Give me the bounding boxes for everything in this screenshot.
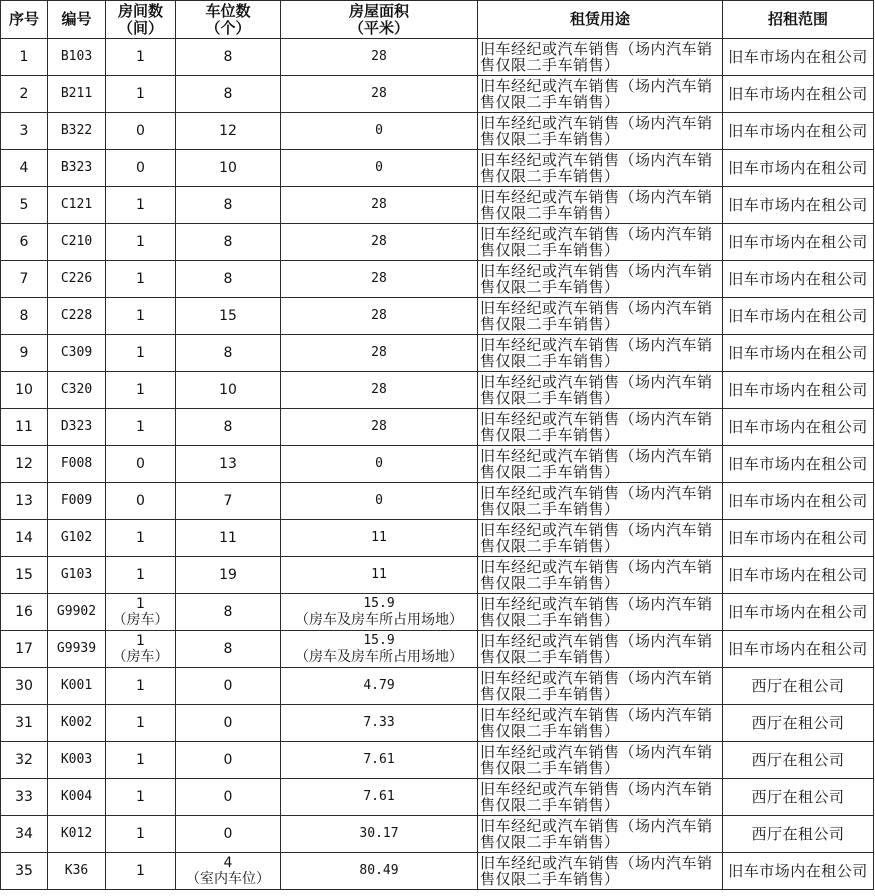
cell-code: G9939	[48, 631, 106, 668]
table-row	[1, 631, 874, 668]
table-row	[1, 113, 874, 150]
header-area-unit: （平米）	[348, 18, 409, 37]
cell-seq: 17	[1, 631, 48, 668]
cell-rooms-value: 0	[136, 493, 145, 509]
cell-usage: 旧车经纪或汽车销售（场内汽车销售仅限二手车销售）	[478, 520, 723, 557]
cell-spaces	[176, 446, 281, 483]
table-row	[1, 409, 874, 446]
cell-area-value: 0	[375, 123, 383, 138]
cell-area-value: 28	[371, 419, 387, 434]
cell-rooms-note: （房车）	[112, 612, 169, 628]
cell-usage: 旧车经纪或汽车销售（场内汽车销售仅限二手车销售）	[478, 557, 723, 594]
cell-spaces-value: 13	[219, 456, 237, 472]
cell-spaces-value: 0	[223, 678, 233, 694]
cell-rooms-value: 1	[136, 863, 145, 879]
cell-code: B322	[48, 113, 106, 150]
cell-spaces	[176, 76, 281, 113]
cell-usage: 旧车经纪或汽车销售（场内汽车销售仅限二手车销售）	[478, 705, 723, 742]
cell-code: B323	[48, 150, 106, 187]
cell-seq: 7	[1, 261, 48, 298]
cell-usage: 旧车经纪或汽车销售（场内汽车销售仅限二手车销售）	[478, 372, 723, 409]
table-row	[1, 594, 874, 631]
cell-spaces-value: 8	[223, 86, 233, 102]
cell-spaces	[176, 409, 281, 446]
cell-seq: 4	[1, 150, 48, 187]
cell-spaces-value: 8	[223, 49, 233, 65]
cell-area	[281, 409, 478, 446]
cell-rooms	[106, 76, 176, 113]
header-scope: 招租范围	[723, 1, 874, 39]
cell-spaces	[176, 39, 281, 76]
cell-scope: 旧车市场内在租公司	[723, 39, 874, 76]
cell-spaces	[176, 668, 281, 705]
cell-spaces-value: 0	[223, 715, 233, 731]
cell-area	[281, 520, 478, 557]
cell-rooms	[106, 668, 176, 705]
cell-seq: 1	[1, 39, 48, 76]
cell-seq: 30	[1, 668, 48, 705]
cell-area	[281, 372, 478, 409]
cell-rooms	[106, 742, 176, 779]
header-row	[1, 1, 874, 39]
cell-spaces-value: 11	[219, 530, 237, 546]
table-row	[1, 705, 874, 742]
cell-spaces	[176, 557, 281, 594]
cell-scope: 旧车市场内在租公司	[723, 409, 874, 446]
cell-area	[281, 779, 478, 816]
cell-seq: 12	[1, 446, 48, 483]
cell-rooms	[106, 224, 176, 261]
cell-code: G103	[48, 557, 106, 594]
cell-area-value: 28	[371, 308, 387, 323]
cell-scope: 旧车市场内在租公司	[723, 261, 874, 298]
cell-scope: 旧车市场内在租公司	[723, 150, 874, 187]
cell-area-value: 28	[371, 382, 387, 397]
header-rooms	[106, 1, 176, 39]
cell-rooms	[106, 298, 176, 335]
cell-rooms-value: 1	[136, 530, 145, 546]
cell-spaces-value: 8	[223, 234, 233, 250]
cell-usage: 旧车经纪或汽车销售（场内汽车销售仅限二手车销售）	[478, 594, 723, 631]
cell-area	[281, 76, 478, 113]
cell-area	[281, 150, 478, 187]
cell-rooms-value: 1	[136, 345, 145, 361]
cell-scope: 旧车市场内在租公司	[723, 557, 874, 594]
cell-seq: 5	[1, 187, 48, 224]
cell-area	[281, 39, 478, 76]
cell-code: C121	[48, 187, 106, 224]
cell-rooms	[106, 594, 176, 631]
cell-spaces	[176, 224, 281, 261]
cell-spaces	[176, 372, 281, 409]
cell-spaces	[176, 187, 281, 224]
cell-area	[281, 298, 478, 335]
cell-code: G102	[48, 520, 106, 557]
cell-spaces	[176, 631, 281, 668]
cell-spaces	[176, 594, 281, 631]
table-row	[1, 816, 874, 853]
cell-rooms	[106, 39, 176, 76]
cell-scope: 旧车市场内在租公司	[723, 446, 874, 483]
cell-scope: 旧车市场内在租公司	[723, 372, 874, 409]
cell-spaces-value: 15	[219, 308, 237, 324]
cell-code: C210	[48, 224, 106, 261]
cell-rooms	[106, 816, 176, 853]
cell-seq: 6	[1, 224, 48, 261]
table-body	[1, 39, 874, 890]
table-row	[1, 39, 874, 76]
table-row	[1, 261, 874, 298]
header-spaces	[176, 1, 281, 39]
cell-area-value: 28	[371, 345, 387, 360]
cell-rooms-value: 1	[136, 234, 145, 250]
cell-area-value: 11	[371, 530, 387, 545]
cell-spaces-value: 10	[219, 382, 237, 398]
cell-area-value: 7.33	[363, 715, 395, 730]
cell-seq: 9	[1, 335, 48, 372]
table-row	[1, 483, 874, 520]
cell-spaces-value: 8	[223, 271, 233, 287]
cell-rooms	[106, 557, 176, 594]
cell-scope: 旧车市场内在租公司	[723, 483, 874, 520]
cell-scope: 旧车市场内在租公司	[723, 631, 874, 668]
cell-spaces-value: 0	[223, 789, 233, 805]
cell-rooms	[106, 520, 176, 557]
cell-spaces	[176, 150, 281, 187]
cell-spaces-value: 12	[219, 123, 237, 139]
cell-seq: 34	[1, 816, 48, 853]
cell-rooms	[106, 113, 176, 150]
table-row	[1, 779, 874, 816]
cell-spaces-value: 8	[223, 419, 233, 435]
table-row	[1, 742, 874, 779]
cell-area-value: 0	[375, 456, 383, 471]
cell-spaces	[176, 261, 281, 298]
cell-code: K001	[48, 668, 106, 705]
cell-area	[281, 261, 478, 298]
cell-seq: 13	[1, 483, 48, 520]
cell-seq: 8	[1, 298, 48, 335]
table-row	[1, 557, 874, 594]
cell-usage: 旧车经纪或汽车销售（场内汽车销售仅限二手车销售）	[478, 483, 723, 520]
cell-scope: 旧车市场内在租公司	[723, 853, 874, 890]
cell-code: K003	[48, 742, 106, 779]
table-row	[1, 668, 874, 705]
cell-area	[281, 224, 478, 261]
cell-area-value: 7.61	[363, 752, 395, 767]
cell-scope: 旧车市场内在租公司	[723, 76, 874, 113]
cell-seq: 3	[1, 113, 48, 150]
cell-scope: 西厅在租公司	[723, 705, 874, 742]
cell-rooms	[106, 853, 176, 890]
cell-rooms-value: 1	[136, 86, 145, 102]
header-spaces-unit: （个）	[205, 18, 251, 37]
cell-spaces	[176, 335, 281, 372]
cell-seq: 32	[1, 742, 48, 779]
cell-code: C228	[48, 298, 106, 335]
cell-rooms-value: 1	[136, 308, 145, 324]
cell-usage: 旧车经纪或汽车销售（场内汽车销售仅限二手车销售）	[478, 409, 723, 446]
cell-area-value: 4.79	[363, 678, 395, 693]
cell-area	[281, 187, 478, 224]
cell-area-value: 11	[371, 567, 387, 582]
cell-scope: 西厅在租公司	[723, 668, 874, 705]
cell-spaces	[176, 705, 281, 742]
cell-spaces	[176, 298, 281, 335]
cell-area	[281, 335, 478, 372]
cell-usage: 旧车经纪或汽车销售（场内汽车销售仅限二手车销售）	[478, 816, 723, 853]
cell-spaces-value: 8	[223, 197, 233, 213]
cell-area-note: （房车及房车所占用场地）	[295, 612, 463, 628]
cell-code: B103	[48, 39, 106, 76]
cell-usage: 旧车经纪或汽车销售（场内汽车销售仅限二手车销售）	[478, 187, 723, 224]
cell-rooms-value: 1	[136, 752, 145, 768]
cell-area-note: （房车及房车所占用场地）	[295, 649, 463, 665]
table-row	[1, 853, 874, 890]
header-usage: 租赁用途	[478, 1, 723, 39]
cell-seq: 16	[1, 594, 48, 631]
cell-rooms-value: 1	[136, 419, 145, 435]
cell-rooms-value: 1	[136, 271, 145, 287]
cell-usage: 旧车经纪或汽车销售（场内汽车销售仅限二手车销售）	[478, 76, 723, 113]
header-area-label: 房屋面积	[348, 1, 409, 20]
cell-area	[281, 113, 478, 150]
table-row	[1, 224, 874, 261]
cell-scope: 西厅在租公司	[723, 779, 874, 816]
cell-scope: 旧车市场内在租公司	[723, 594, 874, 631]
header-rooms-unit: （间）	[117, 18, 163, 37]
cell-rooms	[106, 446, 176, 483]
table-row	[1, 372, 874, 409]
cell-spaces-value: 0	[223, 752, 233, 768]
cell-rooms	[106, 372, 176, 409]
cell-usage: 旧车经纪或汽车销售（场内汽车销售仅限二手车销售）	[478, 224, 723, 261]
cell-rooms	[106, 335, 176, 372]
table-row	[1, 150, 874, 187]
cell-rooms	[106, 187, 176, 224]
cell-spaces-value: 7	[223, 493, 233, 509]
cell-area-value: 0	[375, 160, 383, 175]
cell-scope: 旧车市场内在租公司	[723, 113, 874, 150]
table-row	[1, 446, 874, 483]
cell-rooms-value: 1	[136, 789, 145, 805]
table-row	[1, 187, 874, 224]
cell-rooms-value: 1	[136, 678, 145, 694]
cell-rooms-value: 1	[136, 715, 145, 731]
header-area	[281, 1, 478, 39]
cell-spaces-value: 10	[219, 160, 237, 176]
cell-code: F009	[48, 483, 106, 520]
cell-spaces	[176, 779, 281, 816]
cell-area	[281, 446, 478, 483]
cell-area-value: 15.9	[363, 596, 395, 611]
cell-area-value: 28	[371, 86, 387, 101]
cell-usage: 旧车经纪或汽车销售（场内汽车销售仅限二手车销售）	[478, 742, 723, 779]
cell-code: F008	[48, 446, 106, 483]
cell-area-value: 28	[371, 271, 387, 286]
cell-code: K004	[48, 779, 106, 816]
table-row	[1, 298, 874, 335]
cell-rooms-value: 1	[136, 49, 145, 65]
cell-area-value: 80.49	[359, 863, 399, 878]
table-row	[1, 520, 874, 557]
cell-spaces-value: 19	[219, 567, 237, 583]
cell-spaces	[176, 113, 281, 150]
cell-usage: 旧车经纪或汽车销售（场内汽车销售仅限二手车销售）	[478, 446, 723, 483]
cell-spaces-value: 8	[223, 345, 233, 361]
cell-seq: 31	[1, 705, 48, 742]
cell-seq: 35	[1, 853, 48, 890]
cell-rooms	[106, 631, 176, 668]
cell-usage: 旧车经纪或汽车销售（场内汽车销售仅限二手车销售）	[478, 261, 723, 298]
cell-area	[281, 705, 478, 742]
cell-spaces	[176, 853, 281, 890]
cell-scope: 西厅在租公司	[723, 742, 874, 779]
cell-area	[281, 594, 478, 631]
header-seq: 序号	[1, 1, 48, 39]
cell-rooms-value: 1	[136, 567, 145, 583]
cell-rooms	[106, 409, 176, 446]
cell-code: D323	[48, 409, 106, 446]
cell-area	[281, 483, 478, 520]
cell-usage: 旧车经纪或汽车销售（场内汽车销售仅限二手车销售）	[478, 39, 723, 76]
cell-area	[281, 668, 478, 705]
cell-seq: 2	[1, 76, 48, 113]
cell-usage: 旧车经纪或汽车销售（场内汽车销售仅限二手车销售）	[478, 779, 723, 816]
cell-scope: 旧车市场内在租公司	[723, 335, 874, 372]
cell-area-value: 28	[371, 49, 387, 64]
cell-rooms-note: （房车）	[112, 649, 169, 665]
cell-seq: 14	[1, 520, 48, 557]
cell-spaces	[176, 483, 281, 520]
cell-usage: 旧车经纪或汽车销售（场内汽车销售仅限二手车销售）	[478, 668, 723, 705]
cell-rooms-value: 1	[136, 596, 145, 612]
cell-code: K002	[48, 705, 106, 742]
cell-rooms-value: 1	[136, 826, 145, 842]
cell-area-value: 15.9	[363, 633, 395, 648]
cell-spaces	[176, 742, 281, 779]
cell-rooms	[106, 483, 176, 520]
cell-rooms	[106, 779, 176, 816]
cell-area	[281, 816, 478, 853]
cell-rooms	[106, 150, 176, 187]
cell-scope: 西厅在租公司	[723, 816, 874, 853]
cell-code: C309	[48, 335, 106, 372]
cell-spaces-note: （室内车位）	[186, 871, 270, 887]
table-row	[1, 76, 874, 113]
cell-scope: 旧车市场内在租公司	[723, 224, 874, 261]
cell-usage: 旧车经纪或汽车销售（场内汽车销售仅限二手车销售）	[478, 631, 723, 668]
cell-area-value: 28	[371, 197, 387, 212]
cell-spaces-value: 4	[223, 855, 233, 871]
cell-seq: 10	[1, 372, 48, 409]
cell-code: C320	[48, 372, 106, 409]
cell-spaces-value: 8	[223, 641, 233, 657]
cell-usage: 旧车经纪或汽车销售（场内汽车销售仅限二手车销售）	[478, 335, 723, 372]
cell-area-value: 28	[371, 234, 387, 249]
cell-area	[281, 631, 478, 668]
cell-rooms-value: 0	[136, 160, 145, 176]
cell-code: G9902	[48, 594, 106, 631]
cell-code: B211	[48, 76, 106, 113]
cell-spaces-value: 8	[223, 604, 233, 620]
cell-spaces-value: 0	[223, 826, 233, 842]
cell-code: K012	[48, 816, 106, 853]
header-spaces-label: 车位数	[205, 1, 251, 20]
header-code: 编号	[48, 1, 106, 39]
cell-scope: 旧车市场内在租公司	[723, 187, 874, 224]
cell-rooms-value: 1	[136, 382, 145, 398]
cell-rooms-value: 1	[136, 633, 145, 649]
cell-area	[281, 557, 478, 594]
cell-usage: 旧车经纪或汽车销售（场内汽车销售仅限二手车销售）	[478, 150, 723, 187]
cell-area-value: 30.17	[359, 826, 399, 841]
cell-seq: 11	[1, 409, 48, 446]
cell-usage: 旧车经纪或汽车销售（场内汽车销售仅限二手车销售）	[478, 113, 723, 150]
cell-rooms	[106, 261, 176, 298]
cell-usage: 旧车经纪或汽车销售（场内汽车销售仅限二手车销售）	[478, 853, 723, 890]
cell-code: K36	[48, 853, 106, 890]
cell-seq: 33	[1, 779, 48, 816]
cell-rooms-value: 1	[136, 197, 145, 213]
cell-usage: 旧车经纪或汽车销售（场内汽车销售仅限二手车销售）	[478, 298, 723, 335]
cell-rooms-value: 0	[136, 456, 145, 472]
cell-area	[281, 742, 478, 779]
cell-scope: 旧车市场内在租公司	[723, 520, 874, 557]
cell-code: C226	[48, 261, 106, 298]
cell-scope: 旧车市场内在租公司	[723, 298, 874, 335]
table-row	[1, 335, 874, 372]
cell-spaces	[176, 816, 281, 853]
cell-rooms-value: 0	[136, 123, 145, 139]
cell-area-value: 7.61	[363, 789, 395, 804]
cell-seq: 15	[1, 557, 48, 594]
cell-area-value: 0	[375, 493, 383, 508]
header-rooms-label: 房间数	[117, 1, 163, 20]
cell-rooms	[106, 705, 176, 742]
cell-spaces	[176, 520, 281, 557]
cell-area	[281, 853, 478, 890]
